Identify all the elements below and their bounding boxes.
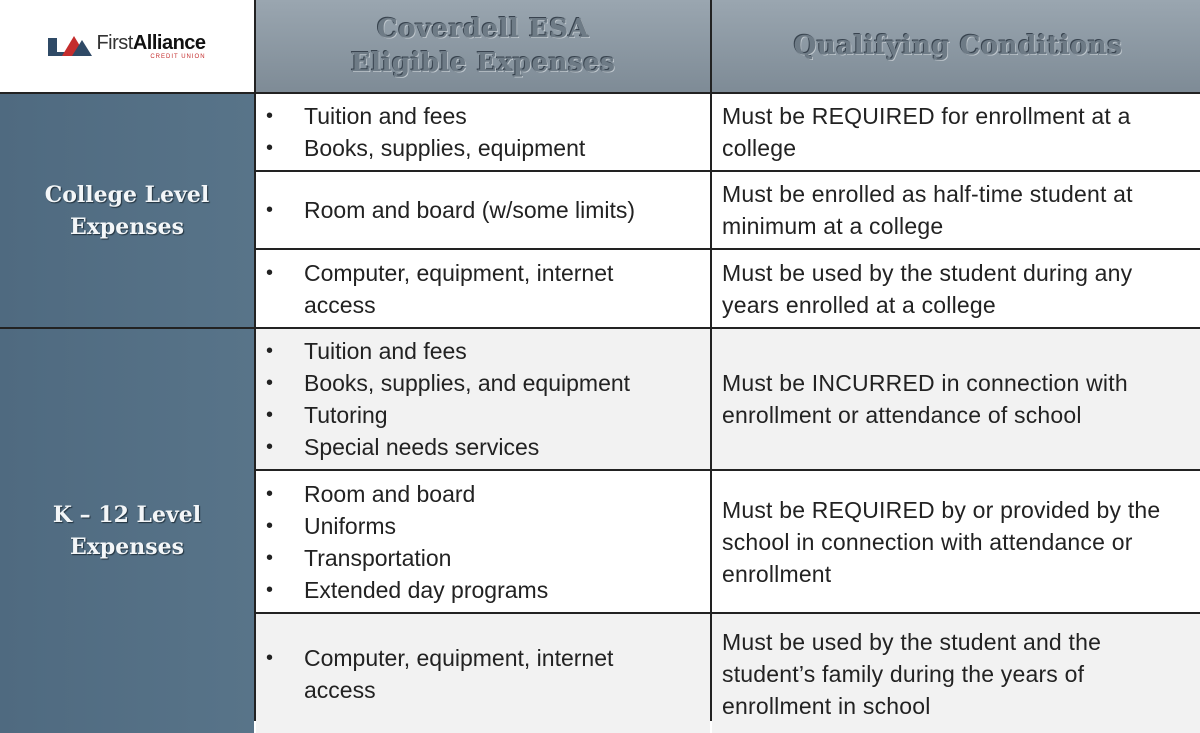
expense-text: Room and board [304, 480, 476, 507]
bullet-icon: • [266, 436, 274, 458]
header-line-1: Coverdell ESA [376, 14, 590, 44]
first-alliance-logo [48, 33, 205, 60]
list-item [266, 542, 548, 574]
logo-mark-icon [48, 34, 92, 58]
expense-cell-5 [256, 471, 710, 612]
expense-text: Tuition and fees [304, 103, 467, 129]
list-item [266, 431, 630, 463]
condition-text: Must be INCURRED in connection with enrollment or attendance of school [722, 370, 1128, 428]
expense-text: Extended day programs [304, 576, 549, 603]
group-college-line-1: College Level [44, 181, 210, 208]
list-item [266, 335, 630, 367]
condition-cell-3 [712, 250, 1200, 327]
logo-cell [0, 0, 254, 92]
bullet-icon: • [266, 578, 274, 601]
header-col3-text: Qualifying Conditions [793, 31, 1123, 61]
brand-name: FirstAlliance [96, 31, 206, 54]
group-k12-level [0, 329, 254, 733]
brand-subtitle: CREDIT UNION [150, 53, 206, 60]
bullet-icon: • [266, 340, 274, 362]
condition-text: Must be used by the student during any years enrolled at a college [722, 259, 1133, 318]
list-item [266, 642, 674, 706]
condition-cell-6 [712, 614, 1200, 733]
condition-text: Must be enrolled as half-time student at minimum at a college [722, 181, 1133, 239]
bullet-icon: • [266, 261, 274, 284]
bullet-icon: • [266, 546, 274, 569]
expense-text: Transportation [304, 544, 452, 571]
list-item [266, 399, 630, 431]
bullet-icon: • [266, 199, 274, 221]
bullet-icon: • [266, 372, 274, 394]
condition-text: Must be REQUIRED by or provided by the school in connection with attendance or enrollment [722, 496, 1161, 587]
expense-text: Uniforms [304, 512, 397, 539]
bullet-icon: • [266, 646, 274, 669]
header-line-2: Eligible Expenses [350, 48, 616, 78]
condition-text: Must be used by the student and the student’s family during the years of enrollment in school [722, 628, 1102, 719]
group-college-line-2: Expenses [69, 213, 184, 240]
list-item [266, 132, 585, 164]
condition-text: Must be REQUIRED for enrollment at a college [722, 103, 1131, 161]
expense-text: Computer, equipment, internet access [304, 644, 614, 703]
list-item [266, 574, 548, 606]
expense-cell-3 [256, 250, 710, 327]
bullet-icon: • [266, 482, 274, 505]
condition-cell-5 [712, 471, 1200, 612]
list-item [266, 194, 635, 226]
list-item [266, 100, 585, 132]
expense-text: Room and board (w/some limits) [304, 197, 636, 223]
bullet-icon: • [266, 404, 274, 426]
bullet-icon: • [266, 105, 274, 127]
group-k12-line-2: Expenses [69, 534, 184, 560]
header-eligible-expenses [256, 0, 710, 92]
condition-cell-1 [712, 94, 1200, 170]
condition-cell-2 [712, 172, 1200, 248]
expense-text: Tuition and fees [304, 338, 467, 364]
bullet-icon: • [266, 137, 274, 159]
expense-text: Special needs services [304, 434, 540, 460]
expense-cell-1 [256, 94, 710, 170]
list-item [266, 257, 674, 321]
group-k12-line-1: K – 12 Level [52, 502, 202, 528]
expense-text: Books, supplies, and equipment [304, 370, 631, 396]
bullet-icon: • [266, 514, 274, 537]
list-item [266, 367, 630, 399]
expense-text: Books, supplies, equipment [304, 135, 586, 161]
group-college-level [0, 94, 254, 327]
expense-text: Tutoring [304, 402, 388, 428]
condition-cell-4 [712, 329, 1200, 469]
expense-cell-4 [256, 329, 710, 469]
list-item [266, 478, 548, 510]
header-qualifying-conditions [712, 0, 1200, 92]
expense-cell-2 [256, 172, 710, 248]
expense-cell-6 [256, 614, 710, 733]
list-item [266, 510, 548, 542]
expense-text: Computer, equipment, internet access [304, 259, 614, 318]
